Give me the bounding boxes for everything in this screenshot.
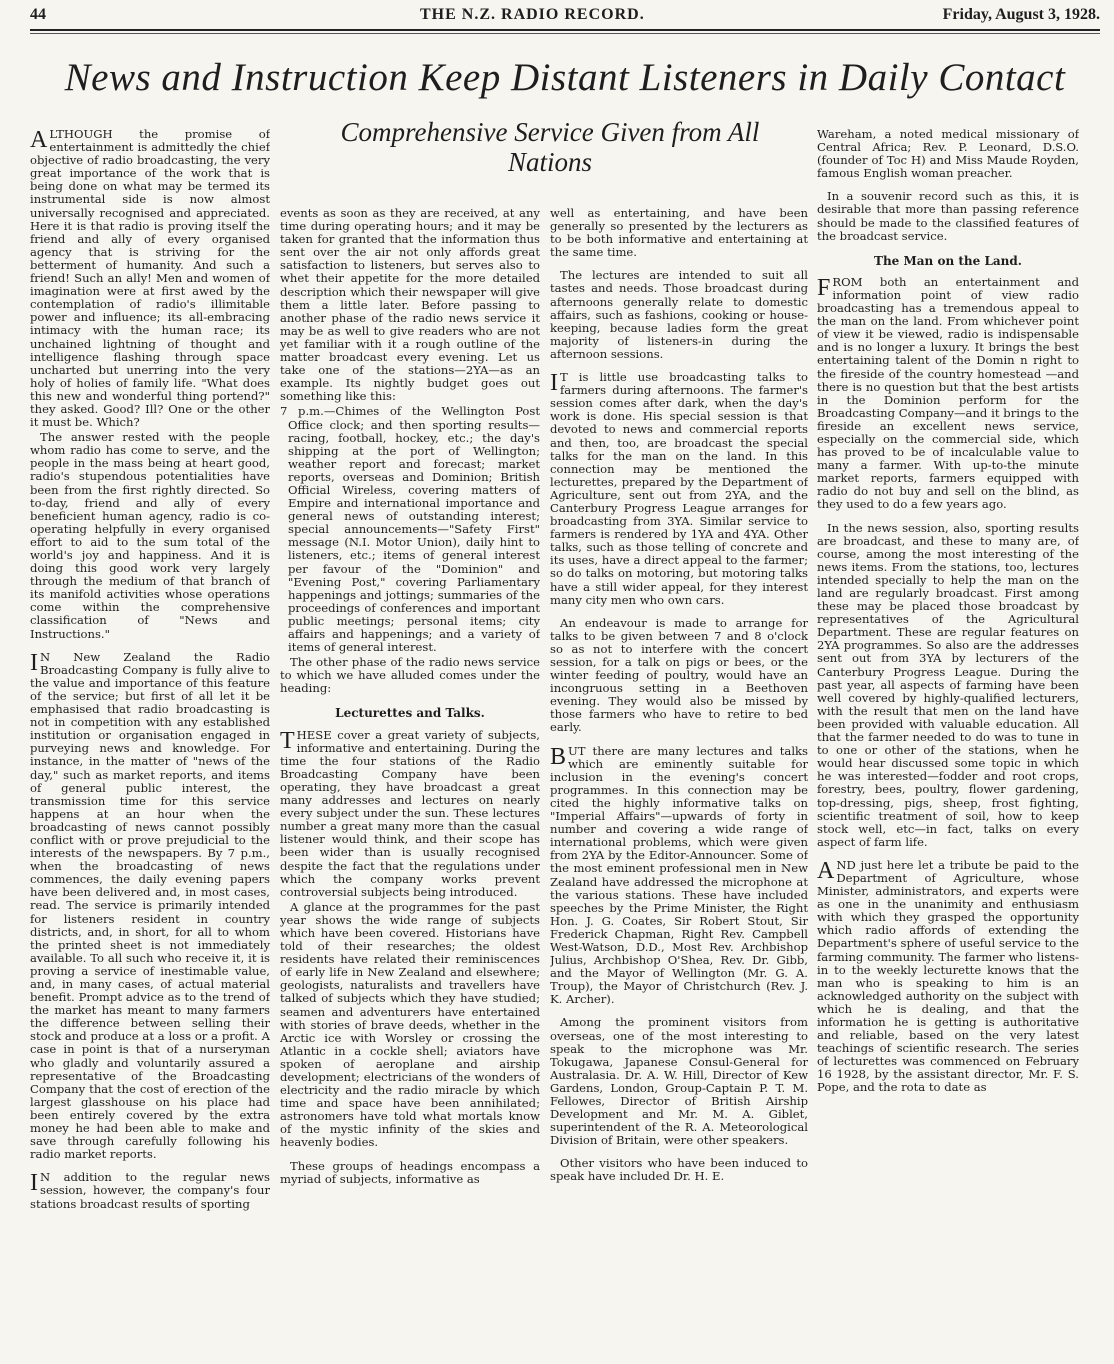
paragraph-text: ND just here let a tribute be paid to the Department of Agriculture, whose Minister, administrators, and experts were as one in the unanimity and enthusiasm with which they grasped the opportunity which radio affords of extending the Department's sphere of useful service to the farming community. The farmer who listens-in to the weekly lecturette knows that the man who is speaking to him is an acknowledged authority on the subject with which he is dealing, and that the information he is getting is authoritative and reliable, based on the very latest teachings of scientific research. The series of lecturettes was commenced on February 16 1928, by the assistant director, Mr. F. S. Pope, and the rota to date as [817,857,1079,1095]
subheadline: Comprehensive Service Given from All Nations [340,117,760,177]
drop-cap: B [550,743,567,770]
paragraph: The lectures are intended to suit all tastes and needs. Those broadcast during afternoons generally relate to domestic affairs, such as fashions, cooking or house-keeping, because ladies form the great majority of listeners-in during the afternoon sessions. [550,268,808,361]
paragraph-text: UT there are many lectures and talks which are eminently suitable for inclusion in the evening's concert programmes. In this connection may be cited the highly informative talks on "Imperial Affairs"—upwards of forty in number and covering a wide range of international problems, which were given from 2YA by the Editor-Announcer. Some of the most eminent professional men in New Zealand have addressed the microphone at the various stations. These have included speeches by the Prime Minister, the Right Hon. J. G. Coates, Sir Robert Stout, Sir Frederick Chapman, Right Rev. Campbell West-Watson, D.D., Most Rev. Archbishop Julius, Archbishop O'Shea, Rev. Dr. Gibb, and the Mayor of Wellington (Mr. G. A. Troup), the Mayor of Christchurch (Rev. J. K. Archer). [550,743,808,1007]
paragraph: An endeavour is made to arrange for talks to be given between 7 and 8 o'clock so as not to interfere with the concert session, for a talk on pigs or bees, or the winter feeding of poultry, would have an incongruous setting in a Beethoven evening. They would also be missed by those farmers who have to retire to bed early. [550,615,808,735]
page-number: 44 [30,6,46,23]
paragraph: In the news session, also, sporting results are broadcast, and these to many are, of course, among the most interesting of the news items. From the stations, too, lectures intended specially to help the man on the land are regularly broadcast. First among these may be placed those broadcast by representatives of the Agricultural Department. These are regular features on 2YA programmes. So also are the addresses sent out from 3YA by lecturers of the Canterbury Progress League. During the past year, all aspects of farming have been well covered by highly-qualified lecturers, with the result that men on the land have been provided with valuable education. All that the farmer needed to do was to tune in to one or other of the stations, when he would hear discussed some topic in which he was interested—fodder and root crops, forestry, bees, poultry, flower gardening, top-dressing, pigs, sheep, frost fighting, scientific treatment of soil, how to keep stock well, etc—in fact, talks on every aspect of farm life. [817,520,1079,849]
drop-cap: A [30,128,48,153]
drop-cap: T [280,727,295,754]
paragraph-text: N addition to the regular news session, however, the company's four stations broadcast results of sporting [30,1170,270,1211]
issue-date: Friday, August 3, 1928. [942,6,1100,23]
paragraph-text: T is little use broadcasting talks to farmers during afternoons. The farmer's session comes after dark, when the day's work is done. His special session is that devoted to news and commercial reports and then, too, are broadcast the special talks for the man on the land. In this connection may be mentioned the lecturettes, prepared by the Department of Agriculture, sent out from 2YA, and the Canterbury Progress League arranges for broadcasting from 3YA. Similar service to farmers is rendered by 1YA and 4YA. Other talks, such as those telling of concrete and its uses, have a direct appeal to the farmer; so do talks on motoring, but motoring talks have a still wider appeal, for they interest many city men who own cars. [550,370,808,607]
paragraph: These groups of headings encompass a myriad of subjects, informative as [280,1158,540,1186]
paragraph-text: N New Zealand the Radio Broadcasting Company is fully alive to the value and importance of this feature of the service; but first of all let it be emphasised that radio broadcasting is not in competition with any established institution or organisation engaged in purveying news and knowledge. For instance, in the matter of "news of the day," such as market reports, and items of general public interest, the transmission time for this service happens at an hour when the broadcasting of news cannot possibly conflict with or prove prejudicial to the interests of the newspapers. By 7 p.m., when the broadcasting of news commences, the daily evening papers have been delivered and, in most cases, read. The service is primarily intended for listeners resident in country districts, and, in short, for all to whom the printed sheet is not immediately available. To all such who receive it, it is proving a service of inestimable value, and, in many cases, of actual material benefit. Prompt advice as to the trend of the market has meant to many farmers the difference between selling their stock and produce at a loss or a profit. A case in point is that of a nurseryman who gladly and voluntarily assured a representative of the Broadcasting Company that the cost of erection of the largest glasshouse on his place had been entirely covered by the extra money he had been able to make and save through carefully following his radio market reports. [30,649,270,1162]
page-header [30,4,1100,26]
paragraph [550,745,808,1007]
paragraph [817,859,1079,1095]
paragraph: Other visitors who have been induced to speak have included Dr. H. E. [550,1156,808,1184]
paragraph: Wareham, a noted medical missionary of Central Africa; Rev. P. Leonard, D.S.O. (founder of Toc H) and Miss Maude Royden, famous English woman preacher. [817,128,1079,181]
paragraph [30,1171,270,1210]
paragraph [280,729,540,899]
masthead: THE N.Z. RADIO RECORD. [420,6,645,23]
paragraph [30,128,270,429]
drop-cap: F [817,274,831,301]
header-rule [30,29,1100,31]
drop-cap: I [30,649,38,676]
section-heading: Lecturettes and Talks. [335,706,485,721]
paragraph-text: ROM both an entertainment and information point of view radio broadcasting has a tremendous appeal to the man on the land. From whichever point of view it be viewed, radio is indispensable and is no longer a luxury. It brings the best entertaining talent of the Domin n right to the fireside of the country homestead —and there is no question but that the best artists in the Dominion perform for the Broadcasting Company—and it brings to the fireside an excellent news service, especially on the commercial side, which has proved to be of incalculable value to many a farmer. With up-to-the minute market reports, farmers equipped with radio do not buy and sell on the blind, as they used to do a few years ago. [817,274,1079,512]
paragraph: The other phase of the radio news service to which we have alluded comes under the heading: [280,655,540,696]
drop-cap: I [550,370,558,397]
paragraph [30,651,270,1162]
paragraph-text: HESE cover a great variety of subjects, informative and entertaining. During the time the four stations of the Radio Broadcasting Company have been operating, they have broadcast a great many addresses and lectures on nearly every subject under the sun. These lectures number a great many more than the casual listener would think, and their scope has been wider than is usually recognised despite the fact that the regulations under which the company works prevent controversial subjects being introduced. [280,727,540,899]
paragraph: In a souvenir record such as this, it is desirable that more than passing reference should be made to the classified features of the broadcast service. [817,189,1079,243]
paragraph [817,276,1079,512]
column-4 [817,128,1079,1318]
drop-cap: I [30,1170,38,1197]
paragraph: events as soon as they are received, at any time during operating hours; and it may be taken for granted that the information thus sent over the air not only affords great satisfaction to listeners, but serves also to whet their appetite for the more detailed description which their newspaper will give them a little later. Before passing to another phase of the radio news service it may be as well to give readers who are not yet familiar with it a rough outline of the matter broadcast every evening. Let us take one of the stations—2YA—as an example. Its nightly budget goes out something like this: [280,207,540,404]
paragraph: well as entertaining, and have been generally so presented by the lecturers as to be both informative and entertaining at the same time. [550,207,808,260]
paragraph-text: LTHOUGH the promise of entertainment is admittedly the chief objective of radio broadcasting, the very great importance of the work that is being done on what may be termed its instrumental side is now almost universally recognised and appreciated. Here it is that radio is proving itself the friend and ally of every organised agency that is striving for the betterment of humanity. And such a friend! Such an ally! Men and women of imagination were at first awed by the contemplation of radio's illimitable power and influence; its all-embracing intimacy with the human race; its unchained lightning of thought and intelligence flashing through space uncharted but unerring into the very holy of holies of family life. "What does this new and wonderful thing portend?" they asked. Good? Ill? One or the other it must be. Which? [30,128,270,430]
paragraph: The answer rested with the people whom radio has come to serve, and the people in the mass being at heart good, radio's stupendous potentialities have been from the first rightly directed. So to-day, friend and ally of every beneficient human agency, radio is co-operating helpfully in every organised effort to aid to the sum total of the world's joy and happiness. And it is doing this good work very largely through the medium of that branch of its manifold activities whose operations come within the comprehensive classification of "News and Instructions." [30,430,270,641]
paragraph: A glance at the programmes for the past year shows the wide range of subjects which have been covered. Historians have told of their researches; the oldest residents have related their reminiscences of early life in New Zealand and elsewhere; geologists, naturalists and travellers have talked of subjects which they have studied; seamen and adventurers have entertained with stories of brave deeds, whether in the Arctic ice with Worsley or crossing the Atlantic in a cockle shell; aviators have spoken of aeroplane and airship development; electricians of the wonders of electricity and the radio miracle by which time and space have been annihilated; astronomers have told what mortals know of the mystic infinity of the skies and heavenly bodies. [280,899,540,1150]
schedule-item: 7 p.m.—Chimes of the Wellington Post Office clock; and then sporting results—racing, football, hockey, etc.; the day's shipping at the port of Wellington; weather report and forecast; market reports, overseas and Dominion; British Official Wireless, covering matters of Empire and international importance and general news of outstanding interest; special announcements—"Safety First" message (N.I. Motor Union), daily hint to listeners, etc.; items of general interest per favour of the "Dominion" and "Evening Post," covering Parliamentary happenings and jottings; summaries of the proceedings of conferences and important public meetings; personal items; city affairs and happenings; and a variety of items of general interest. [280,404,540,655]
column-3 [550,207,808,1318]
section-heading: The Man on the Land. [874,253,1022,268]
paragraph: Among the prominent visitors from overseas, one of the most interesting to speak to the microphone was Mr. Tokugawa, Japanese Consul-General for Australasia. Dr. A. W. Hill, Director of Kew Gardens, London, Group-Captain P. T. M. Fellowes, Director of British Airship Development and Mr. M. A. Giblet, superintendent of the R. A. Meteorological Division of Britain, were other speakers. [550,1015,808,1148]
header-rule-thin [30,33,1100,34]
headline: News and Instruction Keep Distant Listeners in Daily Contact [64,56,1066,99]
paragraph [550,371,808,607]
drop-cap: A [817,857,835,884]
column-1 [30,128,270,1318]
column-2 [280,207,540,1318]
